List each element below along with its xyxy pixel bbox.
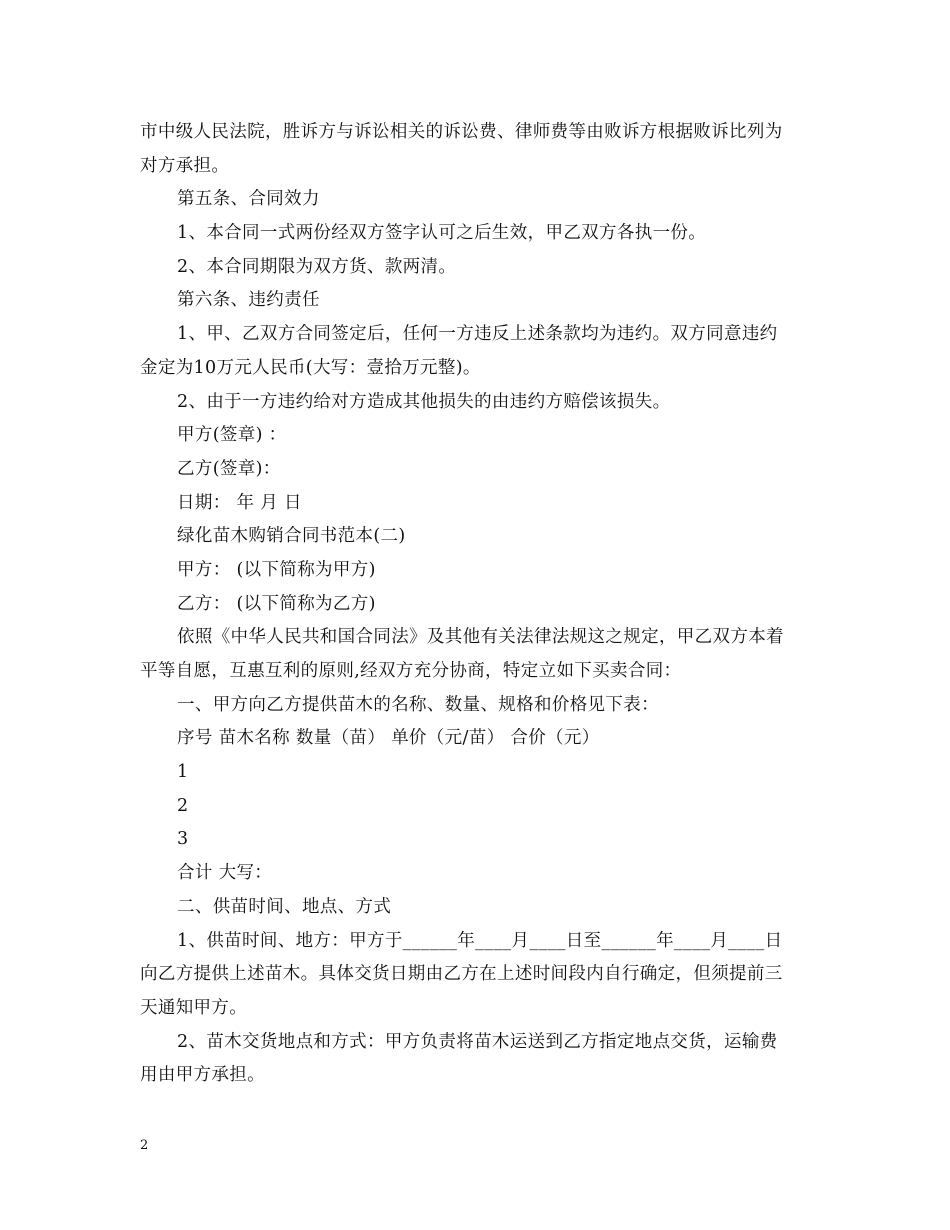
paragraph-line: 向乙方提供上述苗木。具体交货日期由乙方在上述时间段内自行确定，但须提前三: [140, 964, 783, 985]
paragraph-line: 1、甲、乙双方合同签定后，任何一方违反上述条款均为违约。双方同意违约: [177, 324, 778, 345]
paragraph-line: 2、本合同期限为双方货、款两清。: [177, 256, 457, 277]
table-row-number: 2: [177, 795, 189, 816]
paragraph-line: 金定为10万元人民币(大写：壹拾万元整)。: [140, 357, 481, 378]
signature-date: 日期： 年 月 日: [177, 492, 302, 513]
table-header-line: 序号 苗木名称 数量（苗） 单价（元/苗） 合价（元）: [177, 728, 600, 749]
signature-party-b: 乙方(签章)：: [177, 458, 281, 479]
table-row-number: 1: [177, 762, 189, 783]
document-subtitle: 绿化苗木购销合同书范本(二): [177, 526, 406, 547]
document-body: [140, 116, 810, 1093]
paragraph-line: 1、本合同一式两份经双方签字认可之后生效，甲乙双方各执一份。: [177, 223, 707, 244]
party-b-line: 乙方： (以下简称为乙方): [177, 593, 376, 614]
signature-party-a: 甲方(签章) ：: [177, 425, 287, 446]
paragraph-line: 对方承担。: [140, 155, 230, 176]
paragraph-line: 用由甲方承担。: [140, 1065, 265, 1086]
paragraph-line: 依照《中华人民共和国合同法》及其他有关法律法规这之规定，甲乙双方本着: [177, 627, 784, 648]
paragraph-line: 平等自愿，互惠互利的原则,经双方充分协商，特定立如下买卖合同：: [140, 661, 682, 681]
page-number: 2: [140, 1138, 149, 1153]
section-heading: 二、供苗时间、地点、方式: [177, 896, 392, 917]
table-total-line: 合计 大写：: [177, 863, 273, 884]
paragraph-line: 2、苗木交货地点和方式：甲方负责将苗木运送到乙方指定地点交货，运输费: [177, 1031, 778, 1052]
table-row-number: 3: [177, 829, 189, 850]
party-a-line: 甲方： (以下简称为甲方): [177, 559, 376, 580]
paragraph-line: 1、供苗时间、地方：甲方于______年____月____日至______年____月____日: [177, 930, 783, 951]
paragraph-line: 天通知甲方。: [140, 997, 248, 1018]
section-heading: 第六条、违约责任: [177, 290, 320, 311]
section-heading: 第五条、合同效力: [177, 189, 320, 210]
section-heading: 一、甲方向乙方提供苗木的名称、数量、规格和价格见下表：: [177, 694, 659, 715]
paragraph-line: 2、由于一方违约给对方造成其他损失的由违约方赔偿该损失。: [177, 391, 671, 412]
paragraph-line: 市中级人民法院，胜诉方与诉讼相关的诉讼费、律师费等由败诉方根据败诉比列为: [140, 122, 783, 142]
